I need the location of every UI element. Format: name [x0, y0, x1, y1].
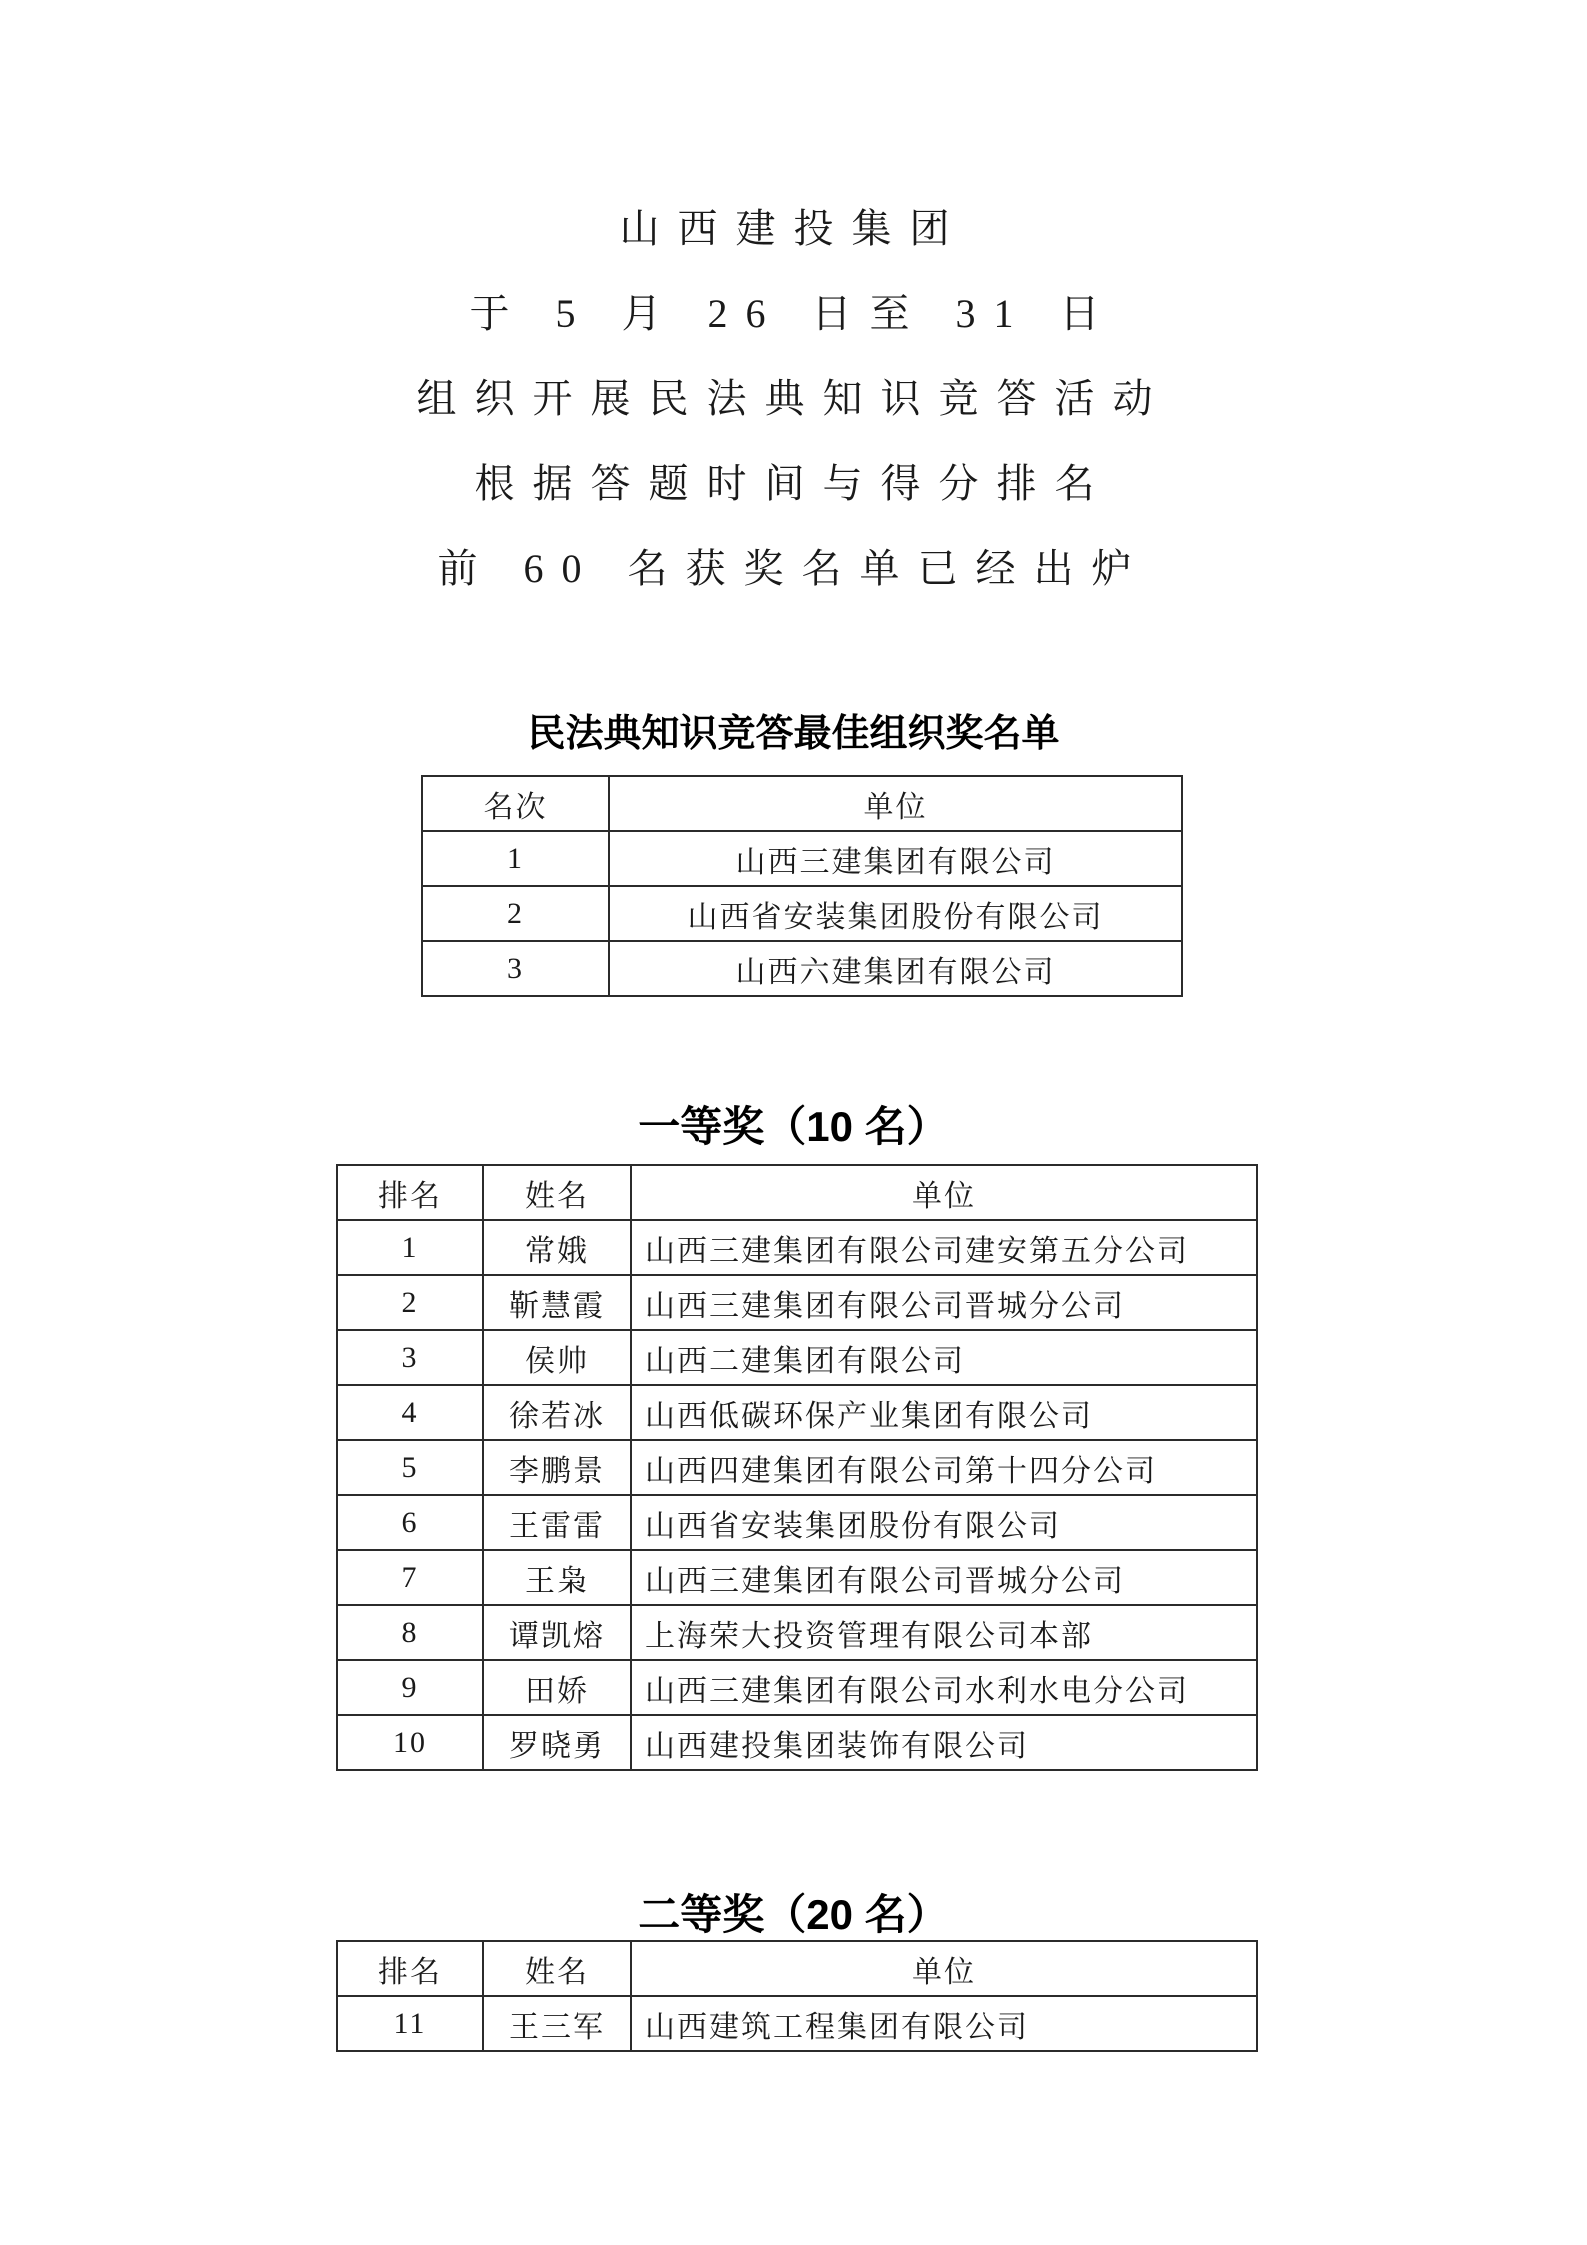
table-row — [422, 886, 1182, 941]
column-header: 名次 — [422, 776, 609, 831]
table-cell: 田娇 — [483, 1660, 631, 1715]
table-header-row — [337, 1165, 1257, 1220]
column-header: 排名 — [337, 1941, 483, 1996]
table-cell: 王雷雷 — [483, 1495, 631, 1550]
table-cell: 2 — [337, 1275, 483, 1330]
table-row — [337, 1440, 1257, 1495]
intro-line: 组织开展民法典知识竞答活动 — [416, 376, 1171, 421]
table-cell: 10 — [337, 1715, 483, 1770]
table-cell: 山西省安装集团股份有限公司 — [631, 1495, 1257, 1550]
table-cell: 3 — [337, 1330, 483, 1385]
table-cell: 李鹏景 — [483, 1440, 631, 1495]
table-cell: 6 — [337, 1495, 483, 1550]
table-row — [422, 831, 1182, 886]
table-cell: 山西三建集团有限公司水利水电分公司 — [631, 1660, 1257, 1715]
table-cell: 5 — [337, 1440, 483, 1495]
table-cell: 2 — [422, 886, 609, 941]
table-row — [337, 1385, 1257, 1440]
table-cell: 侯帅 — [483, 1330, 631, 1385]
table-row — [337, 1715, 1257, 1770]
intro-line: 前 60 名获奖名单已经出炉 — [437, 546, 1150, 591]
table-cell: 山西三建集团有限公司晋城分公司 — [631, 1275, 1257, 1330]
column-header: 单位 — [631, 1165, 1257, 1220]
org-award-table — [421, 775, 1183, 997]
first-prize-table — [336, 1164, 1258, 1771]
second-prize-table — [336, 1940, 1258, 2052]
table-cell: 4 — [337, 1385, 483, 1440]
table-cell: 山西建投集团装饰有限公司 — [631, 1715, 1257, 1770]
table-cell: 徐若冰 — [483, 1385, 631, 1440]
intro-line: 根据答题时间与得分排名 — [474, 461, 1113, 506]
table-cell: 1 — [422, 831, 609, 886]
table-cell: 王枭 — [483, 1550, 631, 1605]
table-cell: 山西四建集团有限公司第十四分公司 — [631, 1440, 1257, 1495]
intro-text-block — [0, 186, 1587, 611]
table-cell: 9 — [337, 1660, 483, 1715]
table-row — [337, 1605, 1257, 1660]
column-header: 姓名 — [483, 1941, 631, 1996]
table-row — [422, 941, 1182, 996]
table-cell: 1 — [337, 1220, 483, 1275]
table-row — [337, 1495, 1257, 1550]
table-cell: 王三军 — [483, 1996, 631, 2051]
table-row — [337, 1220, 1257, 1275]
table-cell: 山西三建集团有限公司建安第五分公司 — [631, 1220, 1257, 1275]
column-header: 排名 — [337, 1165, 483, 1220]
column-header: 单位 — [609, 776, 1182, 831]
intro-line: 山西建投集团 — [619, 206, 968, 251]
table-row — [337, 1275, 1257, 1330]
table-cell: 8 — [337, 1605, 483, 1660]
table-cell: 罗晓勇 — [483, 1715, 631, 1770]
table-cell: 3 — [422, 941, 609, 996]
table-cell: 谭凯熔 — [483, 1605, 631, 1660]
table-cell: 上海荣大投资管理有限公司本部 — [631, 1605, 1257, 1660]
table-cell: 山西三建集团有限公司 — [609, 831, 1182, 886]
table-cell: 山西省安装集团股份有限公司 — [609, 886, 1182, 941]
table-row — [337, 1330, 1257, 1385]
column-header: 单位 — [631, 1941, 1257, 1996]
table-header-row — [422, 776, 1182, 831]
table-cell: 7 — [337, 1550, 483, 1605]
org-award-title: 民法典知识竞答最佳组织奖名单 — [527, 713, 1060, 755]
table-row — [337, 1996, 1257, 2051]
column-header: 姓名 — [483, 1165, 631, 1220]
table-cell: 山西三建集团有限公司晋城分公司 — [631, 1550, 1257, 1605]
table-header-row — [337, 1941, 1257, 1996]
second-prize-title: 二等奖（20 名） — [638, 1891, 949, 1938]
table-cell: 11 — [337, 1996, 483, 2051]
table-cell: 山西二建集团有限公司 — [631, 1330, 1257, 1385]
table-row — [337, 1660, 1257, 1715]
table-cell: 山西六建集团有限公司 — [609, 941, 1182, 996]
intro-line: 于 5 月 26 日至 31 日 — [469, 291, 1118, 336]
table-cell: 山西低碳环保产业集团有限公司 — [631, 1385, 1257, 1440]
table-cell: 山西建筑工程集团有限公司 — [631, 1996, 1257, 2051]
table-row — [337, 1550, 1257, 1605]
table-cell: 常娥 — [483, 1220, 631, 1275]
first-prize-title: 一等奖（10 名） — [638, 1103, 949, 1150]
table-cell: 靳慧霞 — [483, 1275, 631, 1330]
